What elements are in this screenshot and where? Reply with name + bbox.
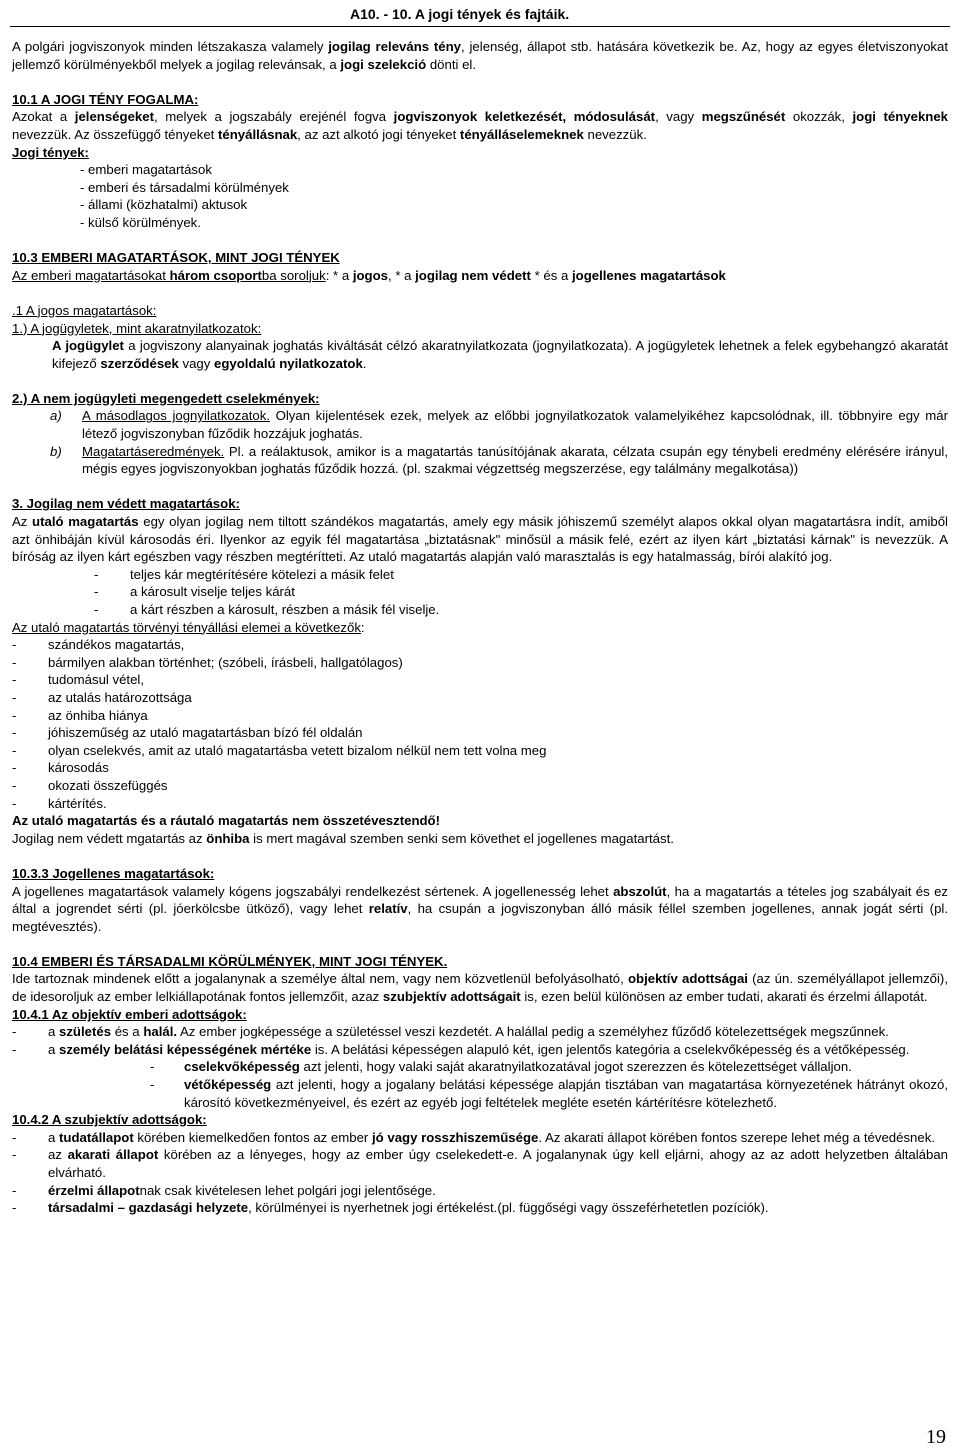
paragraph-jogellenes [12, 883, 948, 936]
text-run: a jogviszony alanyainak joghatás kiváltását célzó akaratnyilatkozata (jognyilatkozata). A jogügyletek lehetnek a felek egybehangzó akaratát kifejező [52, 338, 948, 371]
text-run: és a [111, 1024, 144, 1040]
text-run: azt jelenti, hogy valaki saját akaratnyilatkozatával jogot szerezzen és kötelezettséget vállaljon. [299, 1059, 852, 1075]
text-run: nevezzük. [583, 126, 647, 142]
text-run: , az azt alkotó jogi tényeket [297, 126, 460, 142]
list-item: - jóhiszeműség az utaló magatartásban bízó fél oldalán [12, 725, 363, 741]
lettered-item-b [12, 443, 948, 478]
bold-run: A jogügylet [52, 338, 124, 354]
bold-run: érzelmi állapot [48, 1182, 140, 1198]
list-item: - cselekvőképesség azt jelenti, hogy valaki saját akaratnyilatkozatával jogot szerezzen és kötelezettséget vállaljon. [150, 1059, 852, 1075]
text-run: a kárt részben a károsult, részben a másik fél viselje. [130, 602, 440, 617]
text-run: olyan cselekvés, amit az utaló magatartásba vetett bizalom nélkül nem tett volna meg [48, 742, 547, 758]
text-run: azt jelenti, hogy a jogalany belátási képessége alapján tisztában van magatartása környezetének hátrányt okozó, károsító következményeivel, és ezért az egyéb jogi feltételek megléte esetén kártérítésre kötelezhető. [184, 1077, 948, 1110]
text-run: : [360, 619, 365, 635]
list-item: - szándékos magatartás, [12, 637, 185, 653]
underlined-run: Az emberi magatartásokat [12, 267, 170, 283]
list-item: - a kárt részben a károsult, részben a másik fél viselje. [94, 602, 440, 617]
item-marker: a) [50, 408, 62, 424]
text-run: az utalás határozottsága [48, 689, 192, 705]
bold-run: akarati állapot [67, 1147, 159, 1163]
list-item: - teljes kár megtérítésére kötelezi a másik felet [94, 566, 394, 582]
page-title: A10. - 10. A jogi tények és fajtáik. [350, 6, 570, 22]
paragraph-onhiba [12, 830, 948, 848]
text-run: tudomásul vétel, [48, 672, 145, 688]
text-run: okozzák, [785, 109, 853, 125]
text-run: körében az a lényeges, hogy az ember úgy cselekedett-e. A jogalanynak úgy kell eljárni, ahogy az az adott helyzetben általában elvárható. [48, 1147, 949, 1180]
text-run: , ha csupán a jogviszonyban álló másik féllel szemben jogellenes, annak jogát sérti (pl. megtévesztés). [12, 901, 949, 934]
text-run: , melyek a jogszabály erejénél fogva [153, 109, 394, 125]
paragraph-utalo-magatartas [12, 513, 948, 566]
underlined-run: Az utaló magatartás törvényi tényállási elemei a következők [12, 619, 361, 635]
list-item: - károsodás [12, 760, 109, 776]
list-item: - a tudatállapot körében kiemelkedően fontos az ember jó vagy rosszhiszeműsége. Az akarati állapot körében fontos szerepe lehet még a tévedésnek. [12, 1129, 935, 1145]
list-item: - a károsult viselje teljes kárát [94, 584, 295, 600]
text-run: a [48, 1024, 59, 1040]
bold-run: abszolút [613, 883, 667, 899]
underlined-run: Magatartáseredmények. [82, 443, 225, 459]
text-run: kártérítés. [48, 795, 107, 811]
list-item: - az utalás határozottsága [12, 689, 192, 705]
section-heading-10-3: 10.3 EMBERI MAGATARTÁSOK, MINT JOGI TÉNYEK [12, 250, 340, 266]
bold-run: szerződések [100, 355, 179, 371]
text-run: is, ezen belül különösen az ember tudati, akarati és érzelmi állapotát. [520, 989, 928, 1005]
section-heading-10-1: 10.1 A JOGI TÉNY FOGALMA: [12, 91, 199, 107]
bold-run: relatív [368, 901, 408, 917]
bold-run: megszűnését [701, 109, 786, 125]
text-run: nevezzük. Az összefüggő tényeket [12, 126, 218, 142]
subsection-heading-nem-jogugyleti [12, 390, 948, 408]
list-item: - érzelmi állapotnak csak kivételesen lehet polgári jogi jelentősége. [12, 1182, 436, 1198]
text-run: bármilyen alakban történhet; (szóbeli, írásbeli, hallgatólagos) [48, 654, 403, 670]
text-run: : * a [325, 267, 353, 283]
text-run: károsodás [48, 760, 109, 776]
text-run: egy olyan jogilag nem tiltott szándékos magatartás, amely egy másik jóhiszemű személyt alapos okkal olyan magatartásra indít, amiből azt önhibáján kívül károsodás éri. Ilyenkor az egyik fél magatartása „biztatásnak" minősül a másik felé, ezért az ilyen kárt „biztatási kárnak" is nevezzük. A bíróság az ilyen kárt egészben vagy részben megtérítteti. Az utaló magatartás alapján való marasztalás is egy hatalmasság, bírói alakító jog. [12, 514, 948, 565]
underlined-run: 2.) A nem jogügyleti megengedett cselekmények: [12, 390, 320, 406]
elements-heading [12, 619, 948, 637]
text-run: Ide tartoznak mindenek előtt a jogalanynak a személye által nem, vagy nem közvetlenül befolyásolható, [12, 971, 628, 987]
paragraph-korulmenyek [12, 970, 948, 1005]
list-item: - vétőképesség azt jelenti, hogy a jogalany belátási képessége alapján tisztában van magatartása környezetének hátrányt okozó, károsító következményeivel, és ezért az egyéb jogi feltételek megléte esetén kártérítésre kötelezhető. [150, 1077, 948, 1110]
list-item: - külső körülmények. [80, 214, 201, 230]
bold-run: önhiba [206, 830, 250, 846]
text-run: az önhiba hiánya [48, 707, 148, 723]
text-run: a [48, 1129, 59, 1145]
bold-run: jogos [352, 267, 388, 283]
text-run: körében kiemelkedően fontos az ember [133, 1129, 372, 1145]
bold-run: utaló magatartás [32, 514, 139, 530]
bold-underlined-run: három csoport [169, 267, 262, 283]
text-run: A jogellenes magatartások valamely kógens jogszabályi rendelkezést sértenek. A jogellenesség lehet [12, 883, 614, 899]
list-item: - a személy belátási képességének mértéke is. A belátási képességen alapuló két, igen jelentős kategória a cselekvőképesség és a vétőképesség. [12, 1041, 910, 1057]
subsection-heading-jogos: .1 A jogos magatartások: [12, 302, 157, 318]
list-item: - a születés és a halál. Az ember jogképessége a születéssel veszi kezdetét. A halállal pedig a személyhez fűződő kötelezettségek megszűnnek. [12, 1024, 889, 1040]
list-item: - okozati összefüggés [12, 777, 168, 793]
list-item: - tudomásul vétel, [12, 672, 145, 688]
list-heading-jogi-tenyek: Jogi tények: [12, 144, 89, 160]
paragraph-jogugylet [12, 337, 948, 372]
intro-paragraph [12, 38, 948, 73]
text-run: , körülményei is nyerhetnek jogi értékelést.(pl. függőségi vagy összeférhetetlen pozíciók). [248, 1200, 769, 1216]
text-run: . [362, 355, 367, 371]
document-body [12, 38, 948, 1217]
text-run: is. A belátási képességen alapuló két, igen jelentős kategória a cselekvőképesség és a vétőképesség. [311, 1041, 910, 1057]
bold-run: személy belátási képességének mértéke [59, 1041, 312, 1057]
subsection-heading-szubjektiv: 10.4.2 A szubjektív adottságok: [12, 1112, 207, 1128]
text-run: a [48, 1041, 59, 1057]
bold-run: jogviszonyok keletkezését, módosulását [393, 109, 656, 125]
text-run: Jogilag nem védett mgatartás az [12, 830, 207, 846]
bold-run: cselekvőképesség [184, 1059, 300, 1075]
list-item: - társadalmi – gazdasági helyzete, körülményei is nyerhetnek jogi értékelést.(pl. függőségi vagy összeférhetetlen pozíciók). [12, 1200, 769, 1216]
section-heading-10-4: 10.4 EMBERI ÉS TÁRSADALMI KÖRÜLMÉNYEK, MINT JOGI TÉNYEK. [12, 953, 448, 969]
subsection-heading-nem-vedett: 3. Jogilag nem védett magatartások: [12, 496, 240, 512]
page-number: 19 [926, 1426, 946, 1448]
text-run: A polgári jogviszonyok minden létszakasza valamely [12, 39, 329, 54]
text-run: teljes kár megtérítésére kötelezi a másik felet [130, 566, 394, 582]
text-run: Azokat a [12, 109, 75, 125]
bold-note: Az utaló magatartás és a ráutaló magatartás nem összetévesztendő! [12, 813, 441, 829]
text-run: , ha a magatartás a tételes jog szabályait és ez által a jogrendet sérti (pl. jóerkölcsbe ütköző), vagy lehet [12, 883, 949, 917]
lettered-item-a [12, 407, 948, 442]
text-run: Az ember jogképessége a születéssel veszi kezdetét. A halállal pedig a személyhez fűződő kötelezettségek megszűnnek. [177, 1024, 889, 1040]
subsection-heading-jogugyletek: 1.) A jogügyletek, mint akaratnyilatkozatok: [12, 320, 262, 336]
bold-run: társadalmi – gazdasági helyzete [48, 1200, 249, 1216]
item-marker: b) [50, 443, 62, 459]
list-item: - olyan cselekvés, amit az utaló magatartásba vetett bizalom nélkül nem tett volna meg [12, 742, 547, 758]
bold-run: jogellenes magatartások [571, 267, 726, 283]
text-run: , * a [388, 267, 416, 283]
bold-run: jelenségeket [74, 109, 154, 125]
text-run: a károsult viselje teljes kárát [130, 584, 295, 600]
bold-run: objektív adottságai [627, 971, 748, 987]
underlined-run: A másodlagos jognyilatkozatok. [82, 408, 270, 424]
underlined-run: ba soroljuk [261, 267, 326, 283]
list-item: - emberi és társadalmi körülmények [80, 179, 289, 195]
text-run: * és a [530, 267, 572, 283]
text-run: is mert magával szemben senki sem követhet el jogellenes magatartást. [249, 830, 674, 846]
list-item: - állami (közhatalmi) aktusok [80, 197, 248, 213]
text-run: nak csak kivételesen lehet polgári jogi jelentősége. [139, 1182, 436, 1198]
text-run: az [48, 1147, 68, 1163]
page-header [10, 4, 950, 27]
list-item: - az akarati állapot körében az a lényeges, hogy az ember úgy cselekedett-e. A jogalanynak úgy kell eljárni, ahogy az az adott helyzetben általában elvárható. [12, 1147, 949, 1180]
text-run: szándékos magatartás, [48, 637, 185, 653]
text-run: dönti el. [426, 56, 477, 72]
text-run: Olyan kijelentések ezek, melyek az előbbi jognyilatkozatok valamelyikéhez kapcsolódnak, ill. többnyire egy már létező jogviszonyban fűződik hozzájuk joghatás. [82, 408, 948, 442]
bold-run: születés [59, 1024, 112, 1040]
list-item: - bármilyen alakban történhet; (szóbeli, írásbeli, hallgatólagos) [12, 654, 403, 670]
bold-run: vétőképesség [184, 1077, 272, 1093]
text-run: . Az akarati állapot körében fontos szerepe lehet még a tévedésnek. [538, 1129, 935, 1145]
text-run: , jelenség, állapot stb. hatására következik be. Az, hogy az egyes életviszonyokat jellemző körülményekből melyek a jogilag relevánsak, a [12, 39, 948, 72]
bold-run: tényálláselemeknek [459, 126, 584, 142]
text-run: jóhiszeműség az utaló magatartásban bízó fél oldalán [48, 725, 363, 741]
list-item: - emberi magatartások [80, 162, 212, 178]
paragraph-definition [12, 108, 948, 143]
text-run: (az ún. személyállapot jellemzői), de idesoroljuk az ember lelkiállapotának fontos jellemzőit, azaz [12, 971, 948, 1005]
subsection-heading-jogellenes: 10.3.3 Jogellenes magatartások: [12, 865, 215, 881]
list-item: - az önhiba hiánya [12, 707, 148, 723]
bold-run: tényállásnak [218, 126, 298, 142]
bold-run: jogi tényeknek [852, 109, 949, 125]
list-item: - kártérítés. [12, 795, 107, 811]
bold-run: jogilag releváns tény [328, 39, 462, 54]
bold-run: jogi szelekció [340, 56, 427, 72]
bold-run: szubjektív adottságait [382, 989, 521, 1005]
text-run: Az [12, 514, 33, 530]
bold-run: jó vagy rosszhiszeműsége [371, 1129, 539, 1145]
bold-run: jogilag nem védett [415, 267, 531, 283]
text-run: Pl. a reálaktusok, amikor is a magatartás tanúsítójának akarata, célzata csupán egy ténybeli eredmény elérésére irányul, mégis egyes jogviszonyokban joghatás fűződik hozzá. (pl. szakmai végzettség megszerzése, egy találmány megalkotása)) [82, 443, 948, 477]
text-run: okozati összefüggés [48, 777, 168, 793]
bold-run: halál. [143, 1024, 178, 1040]
text-run: vagy [178, 355, 215, 371]
paragraph-groups [12, 267, 948, 285]
text-run: , vagy [655, 109, 702, 125]
subsection-heading-objektiv: 10.4.1 Az objektív emberi adottságok: [12, 1006, 247, 1022]
bold-run: tudatállapot [59, 1129, 134, 1145]
bold-run: egyoldalú nyilatkozatok [214, 355, 363, 371]
